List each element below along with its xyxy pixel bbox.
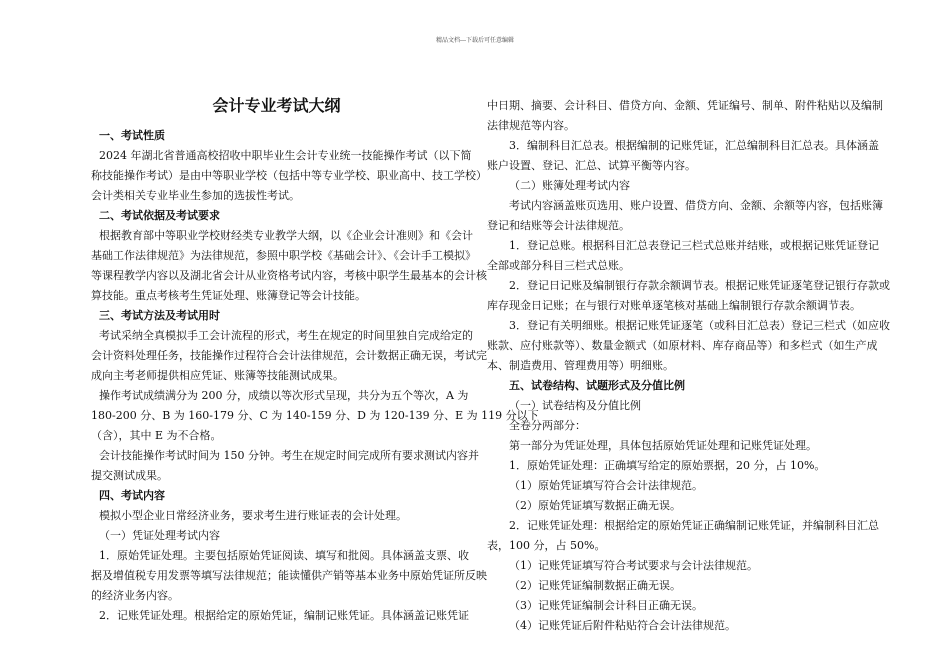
section-heading: 四、考试内容 — [99, 489, 165, 502]
section-heading: 二、考试依据及考试要求 — [99, 209, 220, 222]
text-line: 1．原始凭证处理：正确填写给定的原始票据，20 分，占 10%。 — [509, 459, 826, 472]
text-line: 模拟小型企业日常经济业务，要求考生进行账证表的会计处理。 — [99, 509, 407, 522]
text-line: 库存现金日记账；在与银行对账单逐笔核对基础上编制银行存款余额调节表。 — [487, 299, 861, 312]
text-line: （含），其中 E 为不合格。 — [91, 429, 222, 442]
right-column — [487, 96, 890, 636]
text-line: 2．记账凭证处理。根据给定的原始凭证，编制记账凭证。具体涵盖记账凭证 — [99, 609, 469, 622]
text-line: （二）账簿处理考试内容 — [509, 179, 630, 192]
text-line: 登记和结账等会计法律规范。 — [487, 219, 630, 232]
text-line: （1）原始凭证填写符合会计法律规范。 — [509, 479, 703, 492]
text-line: （一）凭证处理考试内容 — [99, 529, 220, 542]
text-line: 全卷分两部分： — [509, 419, 586, 432]
text-line: 算技能。重点考核考生凭证处理、账簿登记等会计技能。 — [91, 289, 366, 302]
text-line: 考试采纳全真模拟手工会计流程的形式，考生在规定的时间里独自完成给定的 — [99, 329, 473, 342]
text-line: 2024 年湖北省普通高校招收中职毕业生会计专业统一技能操作考试（以下简 — [99, 149, 472, 162]
text-line: （3）记账凭证编制会计科目正确无误。 — [509, 599, 703, 612]
text-line: 法律规范等内容。 — [487, 119, 575, 132]
text-line: 1．原始凭证处理。主要包括原始凭证阅读、填写和批阅。具体涵盖支票、收 — [99, 549, 469, 562]
text-line: 2．登记日记账及编制银行存款余额调节表。根据记账凭证逐笔登记银行存款或 — [509, 279, 890, 292]
text-line: 称技能操作考试）是由中等职业学校（包括中等专业学校、职业高中、技工学校） — [91, 169, 487, 182]
document-title: 会计专业考试大纲 — [212, 96, 341, 115]
text-line: 会计技能操作考试时间为 150 分钟。考生在规定时间完成所有要求测试内容并 — [99, 449, 479, 462]
text-line: （4）记账凭证后附件粘贴符合会计法律规范。 — [509, 619, 736, 632]
text-line: （一）试卷结构及分值比例 — [509, 399, 641, 412]
text-line: 操作考试成绩满分为 200 分，成绩以等次形式呈现，共分为五个等次，A 为 — [99, 389, 469, 402]
text-line: 3．编制科目汇总表。根据编制的记账凭证，汇总编制科目汇总表。具体涵盖 — [509, 139, 879, 152]
text-line: 根据教育部中等职业学校财经类专业教学大纲，以《企业会计准则》和《会计 — [99, 229, 473, 242]
title-gap — [91, 116, 476, 126]
section-heading: 五、试卷结构、试题形式及分值比例 — [509, 379, 685, 392]
header-note: 精品文档---下载后可任意编辑 — [435, 37, 515, 44]
text-line: 2．记账凭证处理：根据给定的原始凭证正确编制记账凭证，并编制科目汇总 — [509, 519, 879, 532]
text-line: 全部或部分科目三栏式总账。 — [487, 259, 630, 272]
text-line: 账户设置、登记、汇总、试算平衡等内容。 — [487, 159, 696, 172]
text-line: 1．登记总账。根据科目汇总表登记三栏式总账并结账，或根据记账凭证登记 — [509, 239, 879, 252]
text-line: 3．登记有关明细账。根据记账凭证逐笔（或科目汇总表）登记三栏式（如应收 — [509, 319, 890, 332]
section-heading: 一、考试性质 — [99, 129, 165, 142]
text-line: 本、制造费用、管理费用等）明细账。 — [487, 359, 674, 372]
text-line: 成向主考老师提供相应凭证、账簿等技能测试成果。 — [91, 369, 344, 382]
text-line: 180-200 分、B 为 160-179 分、C 为 140-159 分、D 为 120-139 分、E 为 119 分以下 — [91, 409, 539, 422]
text-line: （2）记账凭证编制数据正确无误。 — [509, 579, 681, 592]
text-line: 账款、应付账款等）、数量金额式（如原材料、库存商品等）和多栏式（如生产成 — [487, 339, 878, 352]
section-heading: 三、考试方法及考试用时 — [99, 309, 220, 322]
text-line: 第一部分为凭证处理，具体包括原始凭证处理和记账凭证处理。 — [509, 439, 817, 452]
text-line: 会计资料处理任务，技能操作过程符合会计法律规范，会计数据正确无误，考试完 — [91, 349, 487, 362]
text-line: 表，100 分，占 50%。 — [487, 539, 606, 552]
text-line: （1）记账凭证填写符合考试要求与会计法律规范。 — [509, 559, 758, 572]
text-line: 提交测试成果。 — [91, 469, 168, 482]
text-line: 等课程教学内容以及湖北省会计从业资格考试内容，考核中职学生最基本的会计核 — [91, 269, 487, 282]
text-line: 中日期、摘要、会计科目、借贷方向、金额、凭证编号、制单、附件粘贴以及编制 — [487, 99, 883, 112]
text-line: 据及增值税专用发票等填写法律规范；能读懂供产销等基本业务中原始凭证所反映 — [91, 569, 487, 582]
text-line: 考试内容涵盖账页选用、账户设置、借贷方向、金额、余额等内容，包括账簿 — [509, 199, 883, 212]
text-line: 的经济业务内容。 — [91, 589, 179, 602]
text-line: （2）原始凭证填写数据正确无误。 — [509, 499, 681, 512]
text-line: 基础工作法律规范》为法律规范，参照中职学校《基础会计》、《会计手工模拟》 — [91, 249, 476, 262]
text-line: 会计类相关专业毕业生参加的选拔性考试。 — [91, 189, 300, 202]
